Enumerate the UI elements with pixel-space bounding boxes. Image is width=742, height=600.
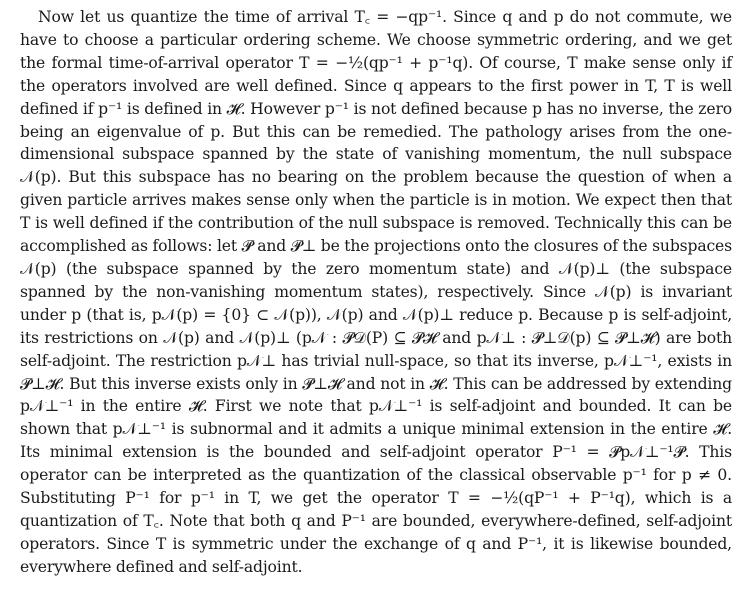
body-paragraph: Now let us quantize the time of arrival T꜀ = −qp⁻¹. Since q and p do not commute, we have to choose a particular ordering scheme. We choose symmetric ordering, and we get the formal time-of-arrival operator T = −½(qp⁻¹ + p⁻¹q). Of course, T make sense only if the operators involved are well defined. Since q appears to the first power in T, T is well defined if p⁻¹ is defined in 𝓗. However p⁻¹ is not defined because p has no inverse, the zero being an eigenvalue of p. But this can be remedied. The pathology arises from the one-dimensional subspace spanned by the state of vanishing momentum, the null subspace 𝒩(p). But this subspace has no bearing on the problem because the question of when a given particle arrives makes sense only when the particle is in motion. We expect then that T is well defined if the contribution of the null subspace is removed. Technically this can be accomplished as follows: let 𝓟 and 𝓟⊥ be the projections onto the closures of the subspaces 𝒩(p) (the subspace spanned by the zero momentum state) and 𝒩(p)⊥ (the subspace spanned by the non-vanishing momentum states), respectively. Since 𝒩(p) is invariant under p (that is, p𝒩(p) = {0} ⊂ 𝒩(p)), 𝒩(p) and 𝒩(p)⊥ reduce p. Because p is self-adjoint, its restrictions on 𝒩(p) and 𝒩(p)⊥ (p𝒩 : 𝓟𝒟(P) ⊆ 𝓟𝓗 and p𝒩⊥ : 𝓟⊥𝒟(p) ⊆ 𝓟⊥𝓗) are both self-adjoint. The restriction p𝒩⊥ has trivial null-space, so that its inverse, p𝒩⊥⁻¹, exists in 𝓟⊥𝓗. But this inverse exists only in 𝓟⊥𝓗 and not in 𝓗. This can be addressed by extending p𝒩⊥⁻¹ in the entire 𝓗. First we note that p𝒩⊥⁻¹ is self-adjoint and bounded. It can be shown that p𝒩⊥⁻¹ is subnormal and it admits a unique minimal extension in the entire 𝓗. Its minimal extension is the bounded and self-adjoint operator P⁻¹ = 𝓟p𝒩⊥⁻¹𝓟. This operator can be interpreted as the quantization of the classical observable p⁻¹ for p ≠ 0. Substituting P⁻¹ for p⁻¹ in T, we get the operator T = −½(qP⁻¹ + P⁻¹q), which is a quantization of T꜀. Note that both q and P⁻¹ are bounded, everywhere-defined, self-adjoint operators. Since T is symmetric under the exchange of q and P⁻¹, it is likewise bounded, everywhere defined and self-adjoint.: [20, 8, 732, 576]
